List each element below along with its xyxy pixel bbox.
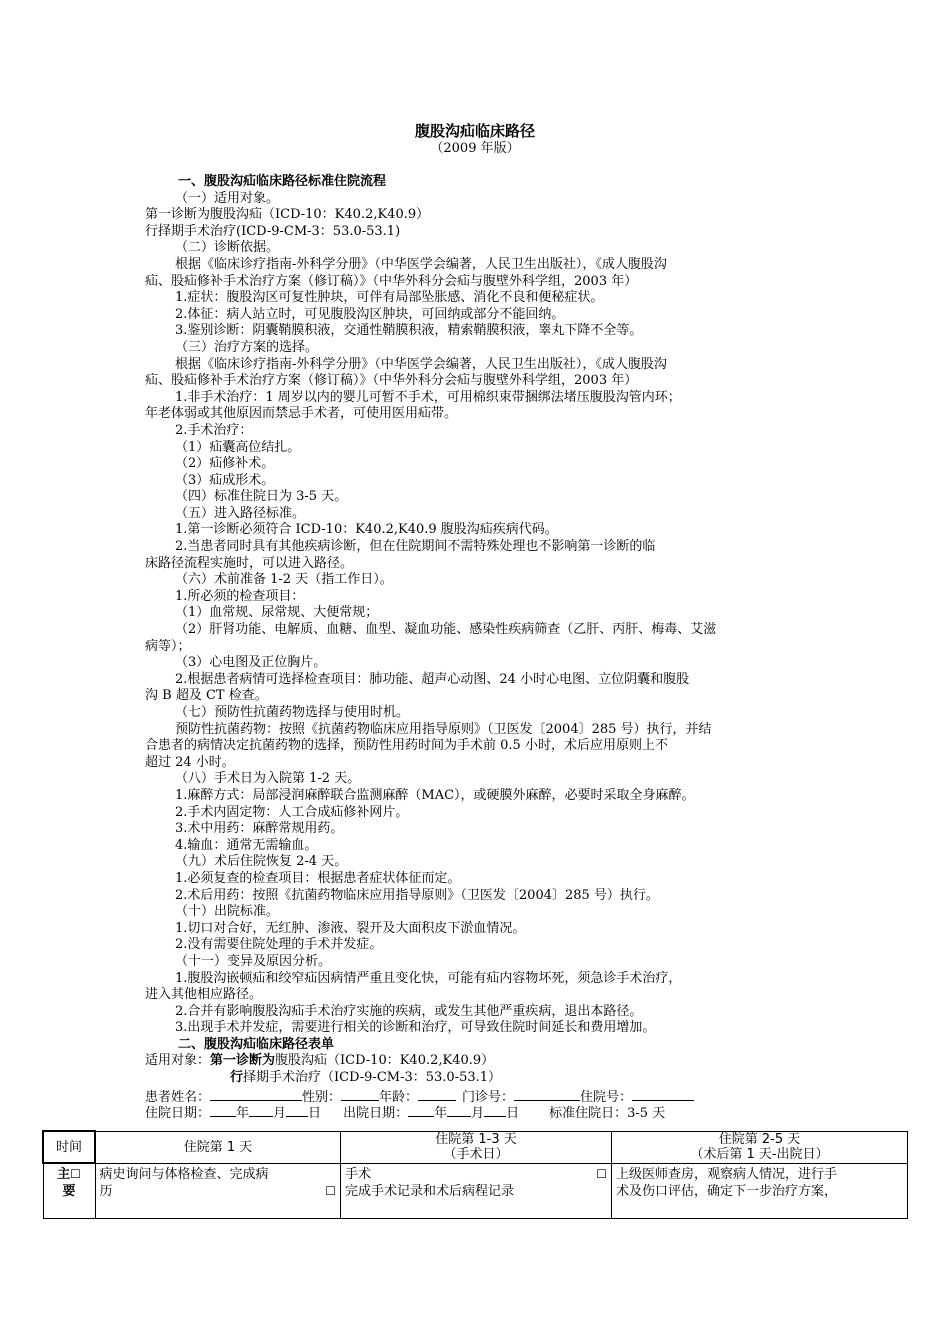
text-line: （五）进入路径标准。: [175, 505, 306, 521]
month-label: 月: [273, 1106, 287, 1122]
text-line: 行择期手术治疗(ICD-9-CM-3：53.0-53.1): [145, 223, 401, 239]
task-text: 历: [99, 1183, 113, 1199]
text-line: （3）心电图及正位胸片。: [175, 655, 327, 671]
text-line: 根据《临床诊疗指南-外科学分册》（中华医学会编著，人民卫生出版社），《成人腹股沟: [175, 356, 667, 372]
task-text: 病史询问与体格检查、完成病: [99, 1166, 269, 1182]
discharge-date-label: 出院日期：: [343, 1106, 409, 1122]
sex-field[interactable]: [341, 1087, 379, 1101]
text-line: 2.没有需要住院处理的手术并发症。: [175, 937, 383, 953]
discharge-month-field[interactable]: [447, 1103, 471, 1117]
text-line: 病等）；: [145, 638, 191, 654]
clinical-pathway-table: [42, 1130, 908, 1219]
section-heading: 一、腹股沟疝临床路径标准住院流程: [178, 174, 387, 189]
task-text: 术及伤口评估，确定下一步治疗方案，: [616, 1183, 838, 1199]
task-text: 完成手术记录和术后病程记录: [345, 1183, 515, 1199]
age-field[interactable]: [418, 1087, 456, 1101]
age-label: 年龄：: [379, 1089, 419, 1105]
discharge-day-field[interactable]: [484, 1103, 506, 1117]
text-line: 合患者的病情决定抗菌药物的选择，预防性用药时间为手术前 0.5 小时，术后应用原则上不: [145, 738, 668, 754]
text-line: （3）疝成形术。: [175, 472, 275, 488]
cell-day1-tasks: [95, 1163, 341, 1219]
header-surgery-day-label: 住院第 1-3 天: [435, 1132, 517, 1147]
text-line: （1）血常规、尿常规、大便常规；: [175, 605, 379, 621]
clinic-no-label: 门诊号：: [462, 1089, 515, 1105]
admit-day-field[interactable]: [286, 1103, 308, 1117]
admit-date-label: 住院日期：: [145, 1106, 211, 1122]
text-line: （四）标准住院日为 3-5 天。: [175, 489, 348, 505]
document-subtitle: （2009 年版）: [430, 141, 520, 156]
text-line: 2.根据患者病情可选择检查项目：肺功能、超声心动图、24 小时心电图、立位阴囊和腹股: [175, 671, 690, 687]
row-label-char-2: 要: [62, 1184, 76, 1199]
day-label: 日: [506, 1106, 520, 1122]
inpatient-no-field[interactable]: [632, 1087, 694, 1101]
text-line: （六）术前准备 1-2 天（指工作日）。: [175, 572, 393, 588]
text-line: 1.第一诊断必须符合 ICD-10：K40.2,K40.9 腹股沟疝疾病代码。: [175, 522, 558, 538]
text-line: （三）治疗方案的选择。: [175, 339, 319, 355]
text-line: （十一）变异及原因分析。: [175, 953, 332, 969]
patient-name-label: 患者姓名：: [145, 1089, 211, 1105]
checkbox-icon[interactable]: ☐: [596, 1166, 607, 1181]
header-time-label: 时间: [55, 1139, 82, 1155]
text-line: 年老体弱或其他原因而禁忌手术者，可使用医用疝带。: [145, 406, 458, 422]
text-line: 1.必须复查的检查项目：根据患者症状体征而定。: [175, 870, 461, 886]
row-label-main: [43, 1163, 95, 1219]
text-line: 4.输血：通常无需输血。: [175, 837, 318, 853]
document-title: 腹股沟疝临床路径: [414, 122, 535, 140]
header-postop: [612, 1131, 908, 1163]
operation-text: 择期手术治疗（ICD-9-CM-3：53.0-53.1）: [243, 1070, 502, 1086]
patient-name-field[interactable]: [210, 1087, 302, 1101]
inpatient-no-label: 住院号：: [580, 1089, 633, 1105]
text-line: 1.症状：腹股沟区可复性肿块，可伴有局部坠胀感、消化不良和便秘症状。: [175, 290, 604, 306]
admit-year-field[interactable]: [210, 1103, 236, 1117]
header-day1-label: 住院第 1 天: [183, 1139, 253, 1155]
section-heading: 二、腹股沟疝临床路径表单: [178, 1036, 335, 1052]
document-body: [145, 174, 805, 1120]
sex-label: 性别：: [302, 1089, 342, 1105]
checkbox-icon[interactable]: ☐: [325, 1183, 336, 1198]
text-line: 1.麻醉方式：局部浸润麻醉联合监测麻醉（MAC），或硬膜外麻醉，必要时采取全身麻醉。: [175, 787, 695, 803]
patient-info-line: [145, 1087, 805, 1104]
text-line: （二）诊断依据。: [175, 240, 280, 256]
table-row: [43, 1163, 908, 1219]
day-label: 日: [308, 1106, 322, 1122]
header-day1: [95, 1131, 341, 1163]
text-line: 3.出现手术并发症，需要进行相关的诊断和治疗，可导致住院时间延长和费用增加。: [175, 1020, 656, 1036]
text-line: 疝、股疝修补手术治疗方案（修订稿）》（中华外科分会疝与腹壁外科学组，2003 年）: [145, 373, 638, 389]
form-operation-line: [145, 1070, 805, 1087]
year-label: 年: [434, 1106, 448, 1122]
text-line: 1.切口对合好，无红肿、渗液、裂开及大面积皮下淤血情况。: [175, 920, 526, 936]
diagnosis-text: 腹股沟疝（ICD-10：K40.2,K40.9）: [275, 1053, 495, 1069]
operation-label: 行: [230, 1070, 244, 1086]
text-line: 2.手术治疗：: [175, 422, 253, 438]
text-line: 根据《临床诊疗指南-外科学分册》（中华医学会编著，人民卫生出版社），《成人腹股沟: [175, 256, 667, 272]
text-line: 第一诊断为腹股沟疝（ICD-10：K40.2,K40.9）: [145, 207, 430, 223]
text-line: 床路径流程实施时，可以进入路径。: [145, 555, 354, 571]
standard-stay: 标准住院日：3-5 天: [549, 1106, 666, 1122]
paragraph-lines: [145, 174, 805, 1053]
clinic-no-field[interactable]: [514, 1087, 580, 1101]
text-line: 1.腹股沟嵌顿疝和绞窄疝因病情严重且变化快，可能有疝内容物坏死，须急诊手术治疗，: [175, 970, 682, 986]
text-line: （2）疝修补术。: [175, 456, 275, 472]
dates-line: [145, 1103, 805, 1120]
text-line: 1.非手术治疗：1 周岁以内的婴儿可暂不手术，可用棉织束带捆绑法堵压腹股沟管内环；: [175, 389, 681, 405]
task-text: 上级医师查房，观察病人情况，进行手: [616, 1166, 838, 1182]
text-line: 2.合并有影响腹股沟疝手术治疗实施的疾病，或发生其他严重疾病，退出本路径。: [175, 1003, 643, 1019]
table-header-row: [43, 1131, 908, 1163]
diagnosis-label: 第一诊断为: [210, 1053, 276, 1069]
header-surgery-day: [341, 1131, 612, 1163]
text-line: （十）出院标准。: [175, 904, 280, 920]
row-label-char-1: 主: [57, 1167, 71, 1182]
text-line: 3.鉴别诊断：阴囊鞘膜积液，交通性鞘膜积液，精索鞘膜积液，睾丸下降不全等。: [175, 323, 643, 339]
cell-postop-tasks: [612, 1163, 908, 1219]
text-line: 超过 24 小时。: [145, 754, 235, 770]
text-line: （1）疝囊高位结扎。: [175, 439, 301, 455]
month-label: 月: [471, 1106, 485, 1122]
text-line: （九）术后住院恢复 2-4 天。: [175, 854, 348, 870]
text-line: 2.手术内固定物：人工合成疝修补网片。: [175, 804, 409, 820]
checkbox-icon[interactable]: ☐: [70, 1167, 81, 1181]
text-line: （七）预防性抗菌药物选择与使用时机。: [175, 705, 410, 720]
cell-surgery-tasks: [341, 1163, 612, 1219]
text-line: 进入其他相应路径。: [145, 987, 263, 1003]
year-label: 年: [236, 1106, 250, 1122]
admit-month-field[interactable]: [249, 1103, 273, 1117]
text-line: （八）手术日为入院第 1-2 天。: [175, 771, 361, 787]
text-line: 3.术中用药：麻醉常规用药。: [175, 821, 344, 837]
text-line: （一）适用对象。: [175, 190, 280, 206]
discharge-year-field[interactable]: [408, 1103, 434, 1117]
header-surgery-day-sub: （手术日）: [443, 1147, 509, 1162]
text-line: 疝、股疝修补手术治疗方案（修订稿）》（中华外科分会疝与腹壁外科学组，2003 年）: [145, 273, 638, 289]
text-line: 2.体征：病人站立时，可见腹股沟区肿块，可回纳或部分不能回纳。: [175, 306, 565, 322]
header-postop-label: 住院第 2-5 天: [718, 1132, 801, 1147]
applies-label: 适用对象：: [145, 1053, 211, 1069]
text-line: 沟 B 超及 CT 检查。: [145, 688, 268, 704]
text-line: 2.当患者同时具有其他疾病诊断，但在住院期间不需特殊处理也不影响第一诊断的临: [175, 539, 656, 555]
text-line: 预防性抗菌药物：按照《抗菌药物临床应用指导原则》（卫医发〔2004〕285 号）执行，并结: [175, 721, 712, 737]
text-line: 2.术后用药：按照《抗菌药物临床应用指导原则》（卫医发〔2004〕285 号）执行。: [175, 887, 659, 903]
task-text: 手术: [345, 1166, 372, 1182]
header-postop-sub: （术后第 1 天-出院日）: [690, 1147, 829, 1162]
text-line: 1.所必须的检查项目：: [175, 588, 305, 604]
text-line: （2）肝肾功能、电解质、血糖、血型、凝血功能、感染性疾病筛查（乙肝、丙肝、梅毒、艾滋: [175, 622, 717, 638]
header-time: [43, 1131, 95, 1163]
form-applies-line: [145, 1053, 805, 1070]
